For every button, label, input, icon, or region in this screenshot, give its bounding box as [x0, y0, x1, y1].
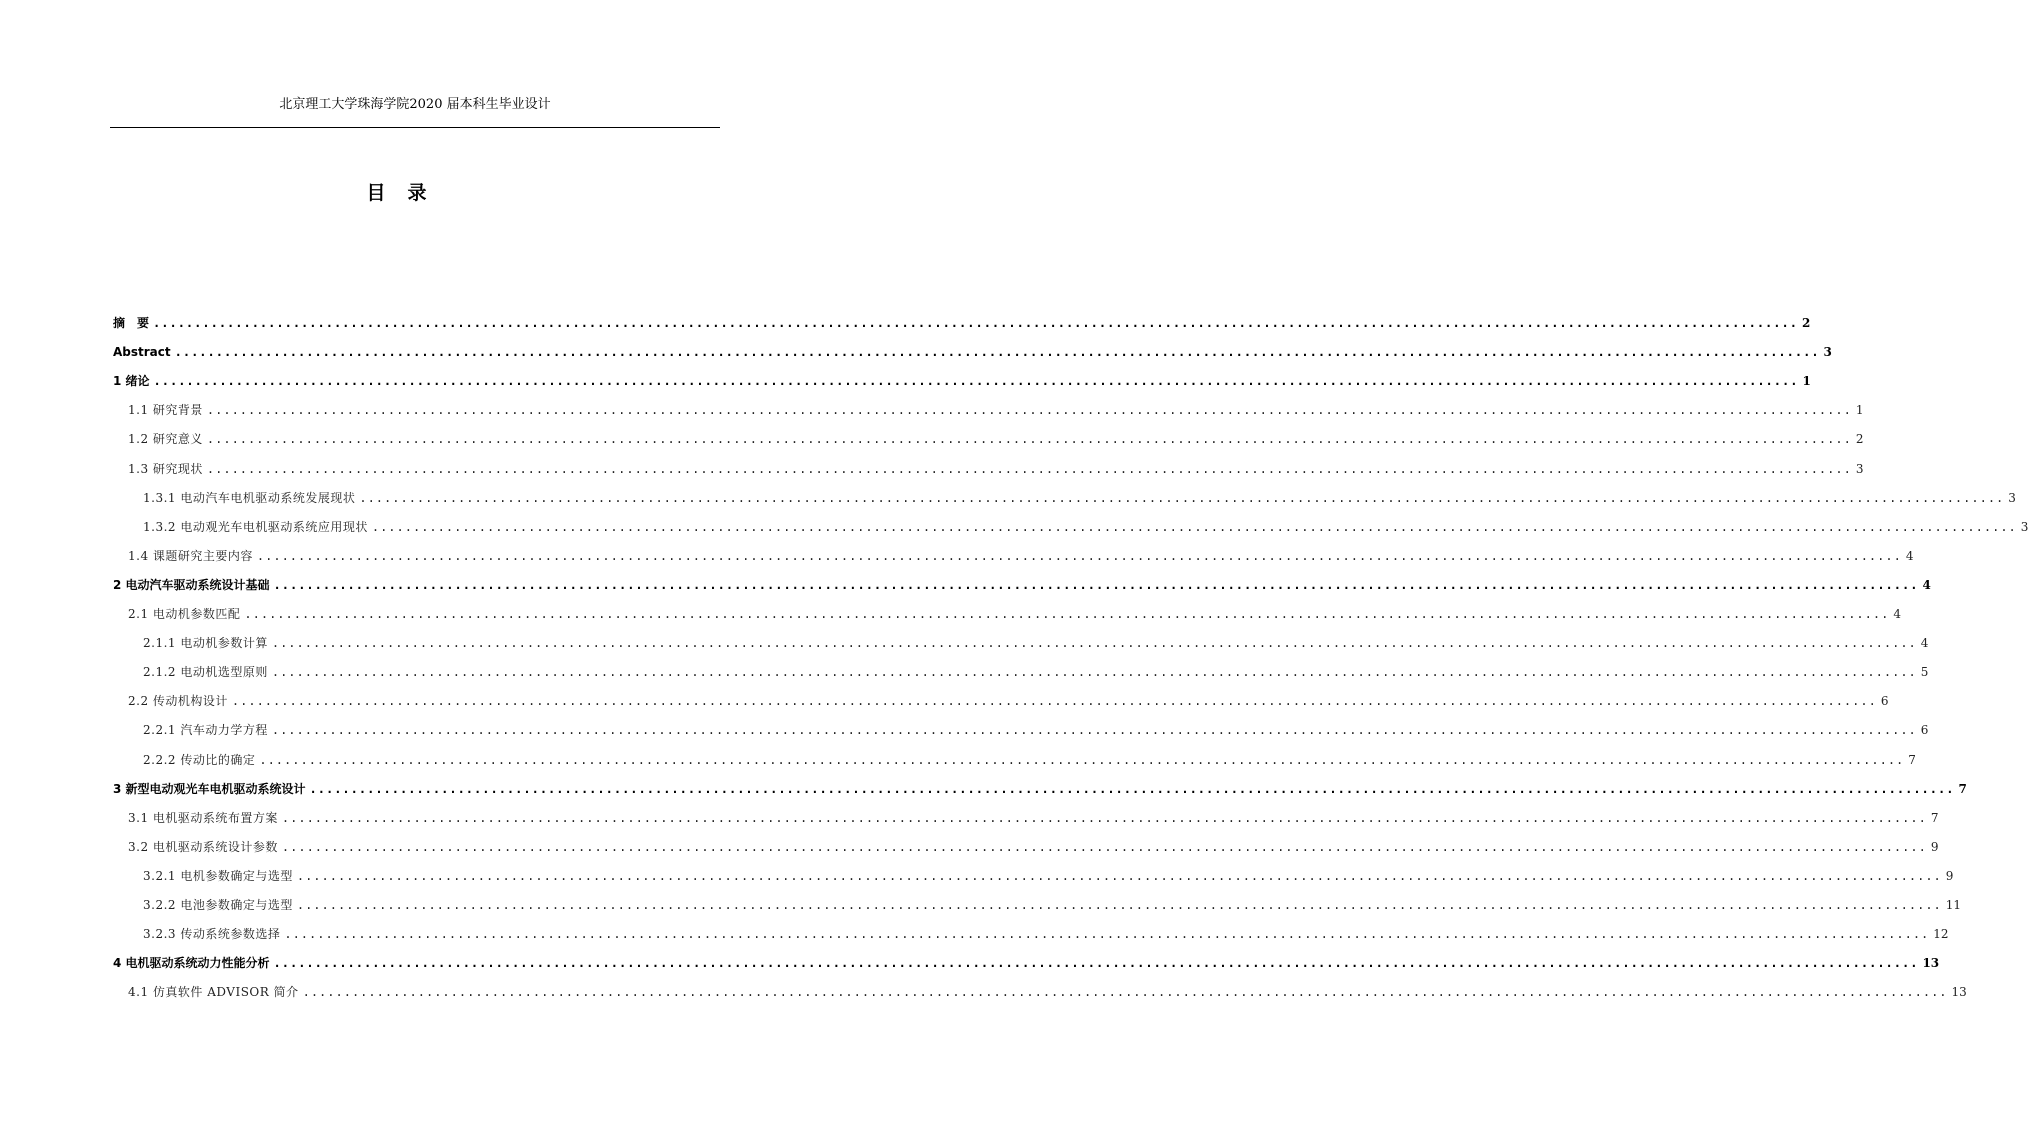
toc-entry[interactable] — [128, 983, 1967, 1001]
toc-dot-leader: ........................................................................................................................................................................................................ — [153, 316, 1798, 330]
toc-entry-label: 2.1 电动机参数匹配 — [128, 607, 241, 621]
toc-title-char-1: 目 — [366, 182, 386, 204]
toc-entry-page-number: 9 — [1945, 869, 1954, 883]
toc-dot-leader: ........................................................................................................................................................................................................ — [206, 432, 1852, 446]
toc-dot-leader: ........................................................................................................................................................................................................ — [206, 403, 1852, 417]
toc-entry[interactable] — [113, 780, 1967, 798]
toc-entry[interactable] — [143, 489, 2016, 507]
toc-entry-page-number: 4 — [1922, 578, 1931, 592]
toc-entry[interactable] — [143, 896, 1962, 914]
toc-entry[interactable] — [128, 401, 1864, 419]
toc-entry[interactable] — [128, 547, 1914, 565]
toc-entry-label: Abstract — [113, 345, 171, 359]
toc-entry[interactable] — [113, 372, 1811, 390]
toc-entry-label: 3.2.1 电机参数确定与选型 — [143, 869, 293, 883]
toc-dot-leader: ........................................................................................................................................................................................................ — [244, 607, 1890, 621]
toc-entry[interactable] — [113, 954, 1940, 972]
toc-entry-label: 3 新型电动观光车电机驱动系统设计 — [113, 782, 306, 796]
toc-entry-label: 3.2.3 传动系统参数选择 — [143, 927, 281, 941]
toc-title-char-2: 录 — [407, 182, 427, 204]
toc-dot-leader: ........................................................................................................................................................................................................ — [271, 636, 1917, 650]
toc-entry-page-number: 3 — [1823, 345, 1832, 359]
toc-entry[interactable] — [143, 867, 1954, 885]
toc-entry-label: 1.3.2 电动观光车电机驱动系统应用现状 — [143, 520, 368, 534]
toc-dot-leader: ........................................................................................................................................................................................................ — [273, 578, 1919, 592]
toc-entry-page-number: 6 — [1880, 694, 1889, 708]
toc-entry-label: 4 电机驱动系统动力性能分析 — [113, 956, 270, 970]
toc-entry-page-number: 4 — [1905, 549, 1914, 563]
toc-entry-page-number: 5 — [1920, 665, 1929, 679]
toc-entry-page-number: 3 — [2008, 491, 2016, 505]
toc-entry[interactable] — [113, 576, 1931, 594]
toc-entry[interactable] — [128, 692, 1889, 710]
toc-entry-label: 3.2.2 电池参数确定与选型 — [143, 898, 293, 912]
toc-dot-leader: ........................................................................................................................................................................................................ — [206, 462, 1852, 476]
toc-entry-page-number: 3 — [1855, 462, 1864, 476]
toc-entry-label: 3.1 电机驱动系统布置方案 — [128, 811, 278, 825]
toc-entry[interactable] — [143, 518, 2028, 536]
toc-dot-leader: ........................................................................................................................................................................................................ — [273, 956, 1919, 970]
toc-entry-label: 4.1 仿真软件 ADVISOR 简介 — [128, 985, 299, 999]
toc-dot-leader: ........................................................................................................................................................................................................ — [281, 811, 1927, 825]
toc-entry-label: 2.2 传动机构设计 — [128, 694, 228, 708]
toc-entry-page-number: 11 — [1945, 898, 1962, 912]
toc-entry-label: 2.1.2 电动机选型原则 — [143, 665, 268, 679]
toc-dot-leader: ........................................................................................................................................................................................................ — [174, 345, 1820, 359]
toc-entry-label: 1.1 研究背景 — [128, 403, 203, 417]
toc-entry[interactable] — [143, 925, 1949, 943]
toc-dot-leader: ........................................................................................................................................................................................................ — [309, 782, 1955, 796]
toc-entry-page-number: 2 — [1801, 316, 1811, 330]
header-divider — [110, 127, 720, 128]
toc-entry-label: 1.4 课题研究主要内容 — [128, 549, 253, 563]
toc-dot-leader: ........................................................................................................................................................................................................ — [153, 374, 1799, 388]
toc-entry[interactable] — [128, 809, 1939, 827]
toc-entry-label: 1.3 研究现状 — [128, 462, 203, 476]
toc-entry[interactable] — [128, 460, 1864, 478]
toc-dot-leader: ........................................................................................................................................................................................................ — [359, 491, 2005, 505]
toc-entry-page-number: 4 — [1920, 636, 1929, 650]
toc-entry-page-number: 7 — [1930, 811, 1939, 825]
toc-entry-label: 2.2.1 汽车动力学方程 — [143, 723, 268, 737]
toc-dot-leader: ........................................................................................................................................................................................................ — [231, 694, 1877, 708]
toc-entry-page-number: 12 — [1933, 927, 1949, 941]
toc-entry[interactable] — [143, 634, 1929, 652]
toc-entry-label: 2.2.2 传动比的确定 — [143, 753, 256, 767]
toc-dot-leader: ........................................................................................................................................................................................................ — [302, 985, 1948, 999]
toc-entry-label: 2 电动汽车驱动系统设计基础 — [113, 578, 270, 592]
toc-dot-leader: ........................................................................................................................................................................................................ — [296, 898, 1942, 912]
toc-entry[interactable] — [113, 343, 1832, 361]
toc-entry[interactable] — [128, 605, 1901, 623]
toc-dot-leader: ........................................................................................................................................................................................................ — [281, 840, 1927, 854]
toc-dot-leader: ........................................................................................................................................................................................................ — [371, 520, 2017, 534]
toc-dot-leader: ........................................................................................................................................................................................................ — [284, 927, 1930, 941]
toc-entry[interactable] — [143, 721, 1929, 739]
toc-entry-page-number: 6 — [1920, 723, 1929, 737]
toc-title — [0, 178, 793, 205]
toc-dot-leader: ........................................................................................................................................................................................................ — [259, 753, 1905, 767]
toc-entry-label: 1.2 研究意义 — [128, 432, 203, 446]
toc-entry[interactable] — [113, 314, 1811, 332]
toc-dot-leader: ........................................................................................................................................................................................................ — [271, 723, 1917, 737]
toc-dot-leader: ........................................................................................................................................................................................................ — [271, 665, 1917, 679]
toc-entry[interactable] — [143, 751, 1916, 769]
toc-entry-page-number: 13 — [1922, 956, 1940, 970]
toc-entry-label: 摘 要 — [113, 316, 150, 330]
toc-entry[interactable] — [128, 430, 1864, 448]
toc-entry-page-number: 7 — [1908, 753, 1916, 767]
toc-entry-page-number: 1 — [1802, 374, 1811, 388]
toc-entry-page-number: 3 — [2020, 520, 2028, 534]
toc-entry[interactable] — [128, 838, 1939, 856]
toc-entry-label: 1 绪论 — [113, 374, 150, 388]
toc-entry-page-number: 1 — [1855, 403, 1864, 417]
toc-entry-page-number: 4 — [1893, 607, 1901, 621]
toc-dot-leader: ........................................................................................................................................................................................................ — [256, 549, 1902, 563]
toc-entry-page-number: 2 — [1855, 432, 1864, 446]
toc-entry-page-number: 7 — [1958, 782, 1967, 796]
toc-entry-label: 1.3.1 电动汽车电机驱动系统发展现状 — [143, 491, 356, 505]
toc-entry-page-number: 13 — [1951, 985, 1967, 999]
toc-entry[interactable] — [143, 663, 1929, 681]
toc-dot-leader: ........................................................................................................................................................................................................ — [296, 869, 1942, 883]
toc-entry-label: 2.1.1 电动机参数计算 — [143, 636, 268, 650]
toc-entry-page-number: 9 — [1930, 840, 1939, 854]
toc-entry-label: 3.2 电机驱动系统设计参数 — [128, 840, 278, 854]
page-header: 北京理工大学珠海学院2020 届本科生毕业设计 — [279, 97, 551, 112]
